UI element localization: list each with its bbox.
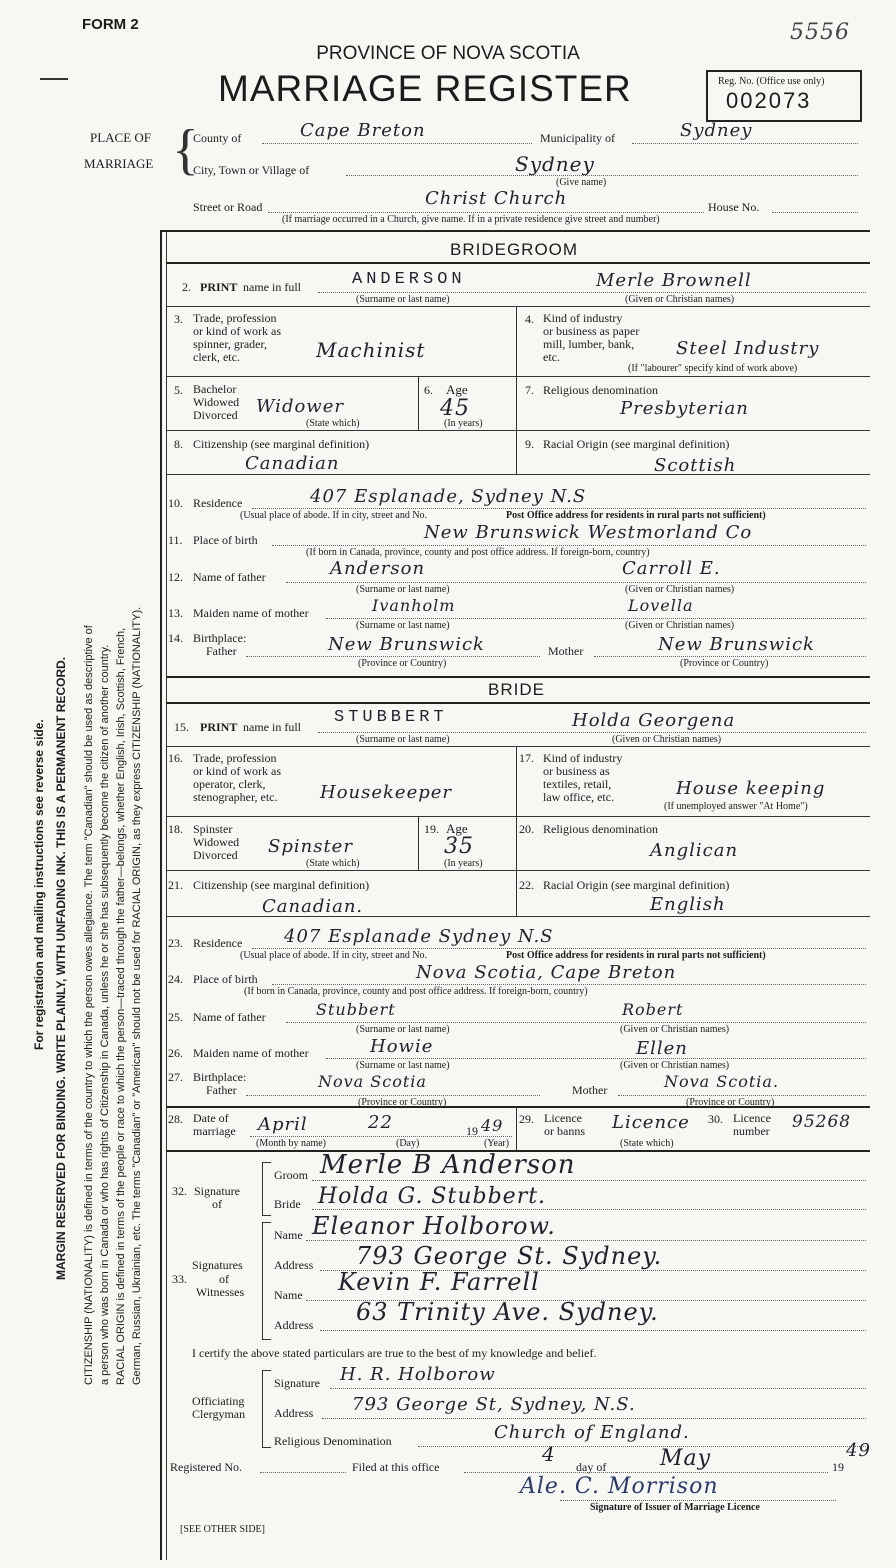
rule bbox=[318, 732, 866, 733]
section-bridegroom: BRIDEGROOM bbox=[450, 240, 579, 259]
f5-l3: Divorced bbox=[193, 408, 238, 422]
f11-label: Place of birth bbox=[193, 533, 258, 547]
rule bbox=[594, 656, 866, 657]
section-bride: BRIDE bbox=[488, 680, 545, 699]
f33-l2: of bbox=[219, 1272, 229, 1286]
rule bbox=[166, 430, 870, 431]
f18-l3: Divorced bbox=[193, 848, 238, 862]
street-line bbox=[268, 212, 704, 213]
f16-number: 16. bbox=[168, 751, 183, 765]
bride-mother-given: Ellen bbox=[636, 1038, 688, 1059]
bride-residence: 407 Esplanade Sydney N.S bbox=[284, 926, 554, 947]
rule bbox=[330, 1388, 866, 1389]
f20-number: 20. bbox=[519, 822, 534, 836]
bride-industry: House keeping bbox=[676, 778, 826, 799]
reg-number-box bbox=[706, 70, 862, 122]
groom-residence: 407 Esplanade, Sydney N.S bbox=[310, 486, 587, 507]
city-label: City, Town or Village of bbox=[193, 163, 310, 177]
rule bbox=[166, 376, 870, 377]
bride-mother-given-note: (Given or Christian names) bbox=[620, 1060, 730, 1071]
f23-number: 23. bbox=[168, 936, 183, 950]
filed-year: 49 bbox=[846, 1440, 871, 1461]
county-label: County of bbox=[193, 131, 242, 145]
f11-note: (If born in Canada, province, county and post office address. If foreign-born, country) bbox=[306, 547, 650, 558]
groom-mother-given: Lovella bbox=[628, 596, 694, 615]
registered-label: Registered No. bbox=[170, 1460, 242, 1474]
bride-father-given: Robert bbox=[622, 1000, 684, 1019]
f5-l2: Widowed bbox=[193, 395, 240, 409]
groom-father-surname: Anderson bbox=[330, 558, 426, 579]
f8-number: 8. bbox=[174, 437, 183, 451]
rule bbox=[418, 376, 419, 430]
margin-racial-1: RACIAL ORIGIN is defined in terms of the people or race to which the person—traced through the father—belongs, whether English, Irish, Scottish, French, bbox=[115, 627, 127, 1385]
bride-mother-label: Mother bbox=[572, 1083, 608, 1097]
witness-2-address: 63 Trinity Ave. Sydney. bbox=[356, 1298, 659, 1326]
county-line bbox=[262, 143, 532, 144]
street-label: Street or Road bbox=[193, 200, 263, 214]
f3-l2: or kind of work as bbox=[193, 324, 281, 338]
f26-label: Maiden name of mother bbox=[193, 1046, 309, 1060]
day-of-label: day of bbox=[576, 1460, 607, 1474]
rule bbox=[252, 948, 866, 949]
witness-bracket bbox=[262, 1222, 271, 1340]
rule bbox=[312, 1209, 866, 1210]
groom-father-given-note: (Given or Christian names) bbox=[625, 584, 735, 595]
rule bbox=[286, 582, 866, 583]
bride-father-surname-note: (Surname or last name) bbox=[356, 1024, 450, 1035]
margin-racial-2: German, Russian, Ukrainian, etc. The terms "Canadian" or "American" should not be used for RACIAL ORIGIN, as they express CITIZENSHIP (NATIONALITY). bbox=[131, 606, 143, 1385]
rule bbox=[166, 1106, 870, 1108]
rule bbox=[166, 870, 870, 871]
f15-print: PRINT bbox=[200, 720, 238, 734]
f12-number: 12. bbox=[168, 570, 183, 584]
f4-l1: Kind of industry bbox=[543, 311, 623, 325]
f10-number: 10. bbox=[168, 496, 183, 510]
rule bbox=[516, 1106, 517, 1150]
bride-status-note: (State which) bbox=[306, 858, 360, 869]
rule bbox=[312, 1180, 866, 1181]
f24-number: 24. bbox=[168, 972, 183, 986]
f5-l1: Bachelor bbox=[193, 382, 237, 396]
f23-label: Residence bbox=[193, 936, 243, 950]
rule bbox=[166, 474, 870, 475]
marriage-day: 22 bbox=[368, 1112, 393, 1133]
street-value: Christ Church bbox=[425, 188, 568, 209]
bride-mother-birthplace: Nova Scotia. bbox=[664, 1072, 780, 1091]
clergy-address-label: Address bbox=[274, 1406, 314, 1420]
bride-birth-note: (If born in Canada, province, county and post office address. If foreign-born, country) bbox=[244, 986, 588, 997]
f3-number: 3. bbox=[174, 312, 183, 326]
f4-number: 4. bbox=[525, 312, 534, 326]
bride-sig-label: Bride bbox=[274, 1197, 301, 1211]
province-heading: PROVINCE OF NOVA SCOTIA bbox=[316, 43, 580, 64]
licence-type: Licence bbox=[612, 1112, 690, 1133]
f13-label: Maiden name of mother bbox=[193, 606, 309, 620]
bride-religion: Anglican bbox=[650, 840, 739, 861]
f21-number: 21. bbox=[168, 878, 183, 892]
groom-given: Merle Brownell bbox=[596, 270, 752, 291]
f22-number: 22. bbox=[519, 878, 534, 892]
groom-mother-surname-note: (Surname or last name) bbox=[356, 620, 450, 631]
f30-number: 30. bbox=[708, 1112, 723, 1126]
form-frame-left-inner bbox=[166, 232, 167, 1560]
f6-label: Age bbox=[446, 382, 468, 397]
f16-l1: Trade, profession bbox=[193, 751, 277, 765]
f33-number: 33. bbox=[172, 1272, 187, 1286]
f32-l2: of bbox=[212, 1197, 222, 1211]
issuer-signature: Ale. C. Morrison bbox=[520, 1474, 719, 1499]
f9-number: 9. bbox=[525, 437, 534, 451]
f21-label: Citizenship (see marginal definition) bbox=[193, 878, 370, 892]
groom-industry: Steel Industry bbox=[676, 338, 820, 359]
f26-number: 26. bbox=[168, 1046, 183, 1060]
f7-label: Religious denomination bbox=[543, 383, 658, 397]
groom-mother-given-note: (Given or Christian names) bbox=[625, 620, 735, 631]
day-note: (Day) bbox=[396, 1138, 420, 1149]
f27-number: 27. bbox=[168, 1070, 183, 1084]
margin-citizenship-1: CITIZENSHIP (NATIONALITY) is defined in terms of the country to which the person owes allegiance. The term "Canadian" should be used as descriptive of bbox=[83, 625, 95, 1385]
bride-given-note: (Given or Christian names) bbox=[612, 734, 722, 745]
f2-print: PRINT bbox=[200, 280, 238, 294]
f11-number: 11. bbox=[168, 533, 183, 547]
bride-mother-surname: Howie bbox=[370, 1036, 434, 1057]
year-note: (Year) bbox=[484, 1138, 510, 1149]
municipality-value: Sydney bbox=[680, 120, 753, 141]
bride-signature: Holda G. Stubbert. bbox=[318, 1184, 547, 1209]
f3-l1: Trade, profession bbox=[193, 311, 277, 325]
f17-l4: law office, etc. bbox=[543, 790, 615, 804]
groom-mother-birthplace: New Brunswick bbox=[658, 634, 815, 655]
f28-number: 28. bbox=[168, 1112, 183, 1126]
groom-signature: Merle B Anderson bbox=[320, 1150, 576, 1180]
bride-res-note-b: Post Office address for residents in rural parts not sufficient) bbox=[506, 950, 766, 961]
reg-number-value: 002073 bbox=[726, 88, 812, 113]
clergy-sig-label: Signature bbox=[274, 1376, 320, 1390]
groom-status: Widower bbox=[256, 396, 344, 417]
f29-l1: Licence bbox=[544, 1111, 582, 1125]
corner-mark: 5556 bbox=[790, 20, 850, 45]
f25-number: 25. bbox=[168, 1010, 183, 1024]
bride-age: 35 bbox=[444, 834, 474, 859]
certification-text: I certify the above stated particulars are true to the best of my knowledge and belief. bbox=[192, 1346, 597, 1360]
f4-l2: or business as paper bbox=[543, 324, 640, 338]
groom-father-given: Carroll E. bbox=[622, 558, 721, 579]
groom-father-surname-note: (Surname or last name) bbox=[356, 584, 450, 595]
groom-given-note: (Given or Christian names) bbox=[625, 294, 735, 305]
rule bbox=[418, 816, 419, 870]
place-heading-1: PLACE OF bbox=[90, 130, 152, 145]
f10-note-a: (Usual place of abode. If in city, street and No. bbox=[240, 510, 428, 521]
groom-age-note: (In years) bbox=[444, 418, 483, 429]
f28-l2: marriage bbox=[193, 1124, 236, 1138]
clergy-signature: H. R. Holborow bbox=[340, 1364, 496, 1385]
rule bbox=[166, 262, 870, 264]
f3-l4: clerk, etc. bbox=[193, 350, 240, 364]
f14-l1: Birthplace: bbox=[193, 631, 247, 645]
f17-l2: or business as bbox=[543, 764, 610, 778]
rule bbox=[306, 1240, 866, 1241]
clergy-l1: Officiating bbox=[192, 1394, 245, 1408]
bride-given: Holda Georgena bbox=[572, 710, 736, 731]
bride-surname: STUBBERT bbox=[334, 708, 448, 727]
groom-trade: Machinist bbox=[316, 338, 426, 362]
f32-number: 32. bbox=[172, 1184, 187, 1198]
rule bbox=[322, 1418, 866, 1419]
clergy-address: 793 George St, Sydney, N.S. bbox=[352, 1394, 636, 1415]
f28-l1: Date of bbox=[193, 1111, 229, 1125]
f14-l2: Father bbox=[206, 644, 237, 658]
issuer-label: Signature of Issuer of Marriage Licence bbox=[590, 1502, 760, 1513]
rule bbox=[260, 1472, 346, 1473]
f15-label: name in full bbox=[243, 720, 301, 734]
rule bbox=[320, 1330, 866, 1331]
f17-l1: Kind of industry bbox=[543, 751, 623, 765]
filed-label: Filed at this office bbox=[352, 1460, 440, 1474]
rule bbox=[166, 676, 870, 678]
witness-1-address: 793 George St. Sydney. bbox=[356, 1242, 663, 1270]
rule bbox=[516, 746, 517, 916]
f17-number: 17. bbox=[519, 751, 534, 765]
margin-citizenship-2: a person who was born in Canada or who has rights of Citizenship in Canada, unless he or she has subsequently become the citizen of another country. bbox=[99, 644, 111, 1385]
reg-number-label: Reg. No. (Office use only) bbox=[718, 76, 825, 87]
w1-name-label: Name bbox=[274, 1228, 303, 1242]
county-value: Cape Breton bbox=[300, 120, 426, 141]
f16-l2: or kind of work as bbox=[193, 764, 281, 778]
rule bbox=[246, 656, 540, 657]
bride-father-given-note: (Given or Christian names) bbox=[620, 1024, 730, 1035]
groom-age: 45 bbox=[440, 396, 470, 421]
f10-label: Residence bbox=[193, 496, 243, 510]
groom-citizenship: Canadian bbox=[245, 453, 340, 474]
binding-mark bbox=[40, 78, 68, 90]
street-note: (If marriage occurred in a Church, give name. If in a private residence give street and number) bbox=[282, 214, 660, 225]
f16-l3: operator, clerk, bbox=[193, 777, 266, 791]
f13-number: 13. bbox=[168, 606, 183, 620]
rule bbox=[166, 746, 870, 747]
municipality-line bbox=[632, 143, 858, 144]
f9-label: Racial Origin (see marginal definition) bbox=[543, 437, 730, 451]
f33-l3: Witnesses bbox=[196, 1285, 245, 1299]
bride-age-note: (In years) bbox=[444, 858, 483, 869]
marriage-month: April bbox=[258, 1114, 308, 1135]
city-line bbox=[346, 175, 858, 176]
f3-l3: spinner, grader, bbox=[193, 337, 268, 351]
signature-bracket bbox=[262, 1162, 271, 1216]
f18-l1: Spinster bbox=[193, 822, 233, 836]
f30-l2: number bbox=[733, 1124, 770, 1138]
bride-birthplace: Nova Scotia, Cape Breton bbox=[416, 962, 677, 983]
rule bbox=[286, 1022, 866, 1023]
f29-number: 29. bbox=[519, 1112, 534, 1126]
f8-label: Citizenship (see marginal definition) bbox=[193, 437, 370, 451]
f4-l3: mill, lumber, bank, bbox=[543, 337, 635, 351]
f12-label: Name of father bbox=[193, 570, 266, 584]
licence-number: 95268 bbox=[792, 1112, 852, 1132]
f6-number: 6. bbox=[424, 383, 433, 397]
house-label: House No. bbox=[708, 200, 760, 214]
w2-name-label: Name bbox=[274, 1288, 303, 1302]
groom-industry-note: (If "labourer" specify kind of work above) bbox=[628, 363, 798, 374]
page-title: MARRIAGE REGISTER bbox=[218, 68, 632, 109]
bride-surname-note: (Surname or last name) bbox=[356, 734, 450, 745]
margin-binding-note: MARGIN RESERVED FOR BINDING. WRITE PLAINLY, WITH UNFADING INK. THIS IS A PERMANENT RECORD. bbox=[54, 656, 68, 1280]
house-line bbox=[772, 212, 858, 213]
groom-religion: Presbyterian bbox=[620, 398, 749, 419]
bride-citizenship: Canadian. bbox=[262, 896, 364, 917]
groom-father-prov-note: (Province or Country) bbox=[358, 658, 447, 669]
city-note: (Give name) bbox=[556, 177, 607, 188]
f17-l3: textiles, retail, bbox=[543, 777, 612, 791]
rule bbox=[272, 984, 866, 985]
f5-number: 5. bbox=[174, 383, 183, 397]
f33-l1: Signatures bbox=[192, 1258, 243, 1272]
f19-number: 19. bbox=[424, 822, 439, 836]
f30-l1: Licence bbox=[733, 1111, 771, 1125]
rule bbox=[616, 1472, 828, 1473]
f22-label: Racial Origin (see marginal definition) bbox=[543, 878, 730, 892]
f24-label: Place of birth bbox=[193, 972, 258, 986]
month-note: (Month by name) bbox=[256, 1138, 326, 1149]
groom-birthplace: New Brunswick Westmorland Co bbox=[424, 522, 753, 543]
clergy-bracket bbox=[262, 1370, 271, 1448]
bride-father-birthplace: Nova Scotia bbox=[318, 1072, 427, 1091]
groom-father-birthplace: New Brunswick bbox=[328, 634, 485, 655]
rule bbox=[272, 545, 866, 546]
groom-mother-label: Mother bbox=[548, 644, 584, 658]
f4-l4: etc. bbox=[543, 350, 560, 364]
f10-note-b: Post Office address for residents in rural parts not sufficient) bbox=[506, 510, 766, 521]
f14-number: 14. bbox=[168, 631, 183, 645]
rule bbox=[166, 916, 870, 917]
groom-origin: Scottish bbox=[654, 455, 737, 476]
f19-label: Age bbox=[446, 821, 468, 836]
w2-address-label: Address bbox=[274, 1318, 314, 1332]
witness-2-name: Kevin F. Farrell bbox=[338, 1268, 540, 1296]
f2-label: name in full bbox=[243, 280, 301, 294]
f20-label: Religious denomination bbox=[543, 822, 658, 836]
filed-year-prefix: 19 bbox=[832, 1460, 844, 1474]
form-frame-left bbox=[160, 232, 162, 1560]
rule bbox=[246, 1095, 540, 1096]
bride-industry-note: (If unemployed answer "At Home") bbox=[664, 801, 808, 812]
f16-l4: stenographer, etc. bbox=[193, 790, 278, 804]
margin-instructions-note: For registration and mailing instructions see reverse side. bbox=[32, 719, 46, 1050]
bride-father-prov-note: (Province or Country) bbox=[358, 1097, 447, 1108]
groom-sig-label: Groom bbox=[274, 1168, 308, 1182]
bride-origin: English bbox=[650, 894, 726, 915]
groom-mother-prov-note: (Province or Country) bbox=[680, 658, 769, 669]
form-number: FORM 2 bbox=[82, 16, 139, 33]
municipality-label: Municipality of bbox=[540, 131, 615, 145]
filed-month: May bbox=[660, 1446, 712, 1471]
rule bbox=[618, 1095, 866, 1096]
bride-trade: Housekeeper bbox=[320, 782, 453, 803]
groom-surname-note: (Surname or last name) bbox=[356, 294, 450, 305]
bride-mother-surname-note: (Surname or last name) bbox=[356, 1060, 450, 1071]
f27-l1: Birthplace: bbox=[193, 1070, 247, 1084]
bride-status: Spinster bbox=[268, 836, 353, 857]
filed-day: 4 bbox=[542, 1442, 556, 1466]
bride-mother-prov-note: (Province or Country) bbox=[686, 1097, 775, 1108]
marriage-year: 49 bbox=[481, 1116, 504, 1135]
rule bbox=[418, 1446, 866, 1447]
f7-number: 7. bbox=[525, 383, 534, 397]
f32-l1: Signature bbox=[194, 1184, 240, 1198]
rule bbox=[318, 292, 866, 293]
rule bbox=[560, 1500, 836, 1501]
groom-surname: ANDERSON bbox=[352, 270, 466, 289]
f18-number: 18. bbox=[168, 822, 183, 836]
groom-mother-surname: Ivanholm bbox=[372, 596, 456, 615]
marriage-year-prefix: 19 bbox=[466, 1124, 478, 1138]
bride-res-note-a: (Usual place of abode. If in city, street and No. bbox=[240, 950, 428, 961]
f25-label: Name of father bbox=[193, 1010, 266, 1024]
clergy-denom-label: Religious Denomination bbox=[274, 1434, 392, 1448]
rule bbox=[252, 508, 866, 509]
rule bbox=[326, 618, 866, 619]
clergy-l2: Clergyman bbox=[192, 1407, 246, 1421]
f15-number: 15. bbox=[174, 720, 189, 734]
w1-address-label: Address bbox=[274, 1258, 314, 1272]
f29-l2: or banns bbox=[544, 1124, 585, 1138]
f2-number: 2. bbox=[182, 280, 191, 294]
bride-father-surname: Stubbert bbox=[316, 1000, 396, 1019]
rule bbox=[516, 306, 517, 474]
form-frame-top bbox=[160, 230, 870, 232]
f18-l2: Widowed bbox=[193, 835, 240, 849]
rule bbox=[166, 702, 870, 704]
f27-l2: Father bbox=[206, 1083, 237, 1097]
licence-type-note: (State which) bbox=[620, 1138, 674, 1149]
place-brace: { bbox=[172, 119, 199, 181]
witness-1-name: Eleanor Holborow. bbox=[312, 1212, 556, 1240]
rule bbox=[166, 816, 870, 817]
place-heading-2: MARRIAGE bbox=[84, 156, 154, 171]
rule bbox=[166, 306, 870, 307]
clergy-denomination: Church of England. bbox=[494, 1422, 690, 1443]
see-other-side: [SEE OTHER SIDE] bbox=[180, 1524, 265, 1535]
city-value: Sydney bbox=[515, 152, 595, 176]
groom-status-note: (State which) bbox=[306, 418, 360, 429]
rule bbox=[326, 1058, 866, 1059]
